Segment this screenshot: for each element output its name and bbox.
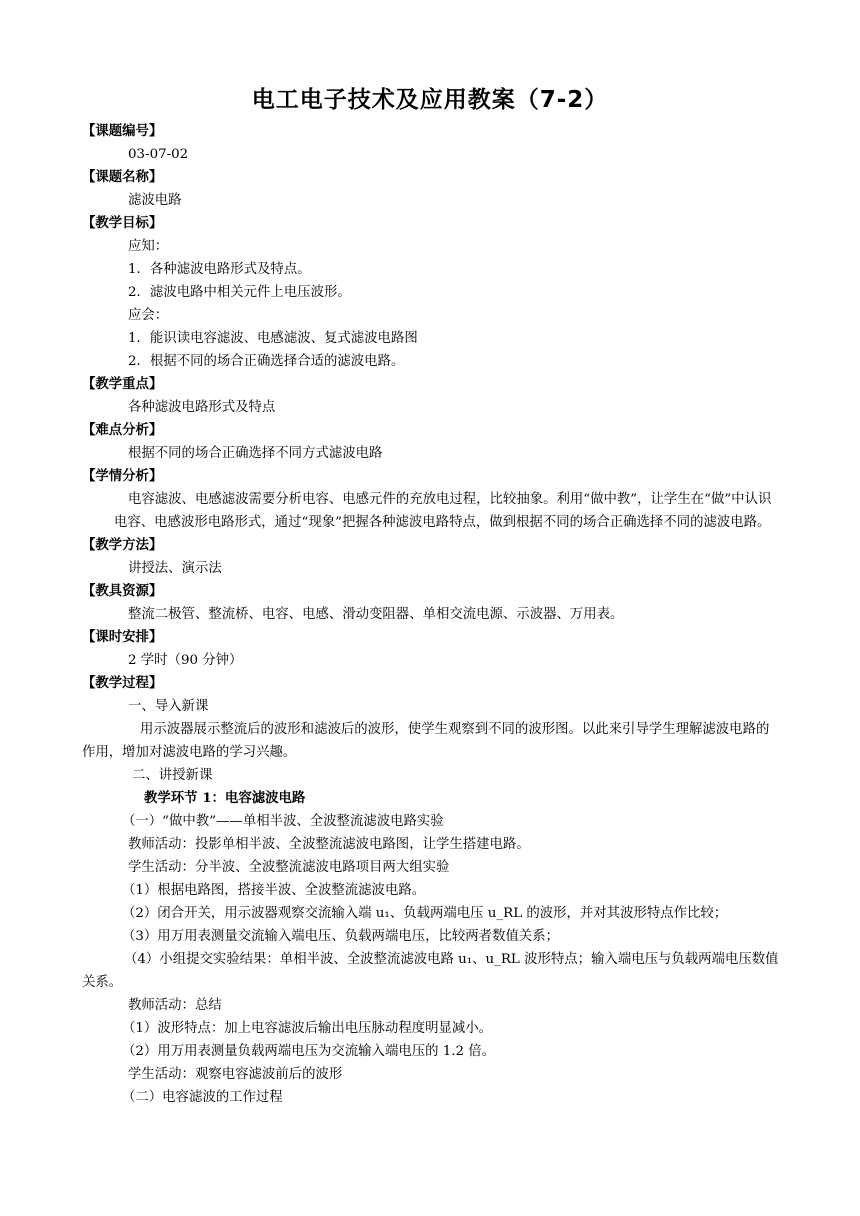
objectives-know-2: 2．滤波电路中相关元件上电压波形。 — [128, 285, 351, 300]
section-heading-key-points: 【教学重点】 — [82, 377, 163, 392]
process-intro-paragraph: 用示波器展示整流后的波形和滤波后的波形，使学生观察到不同的波形图。以此来引导学生理解滤波电路的作用，增加对滤波电路的学习兴趣。 — [82, 722, 770, 760]
key-points-value: 各种滤波电路形式及特点 — [128, 400, 276, 415]
section-heading-learner-analysis: 【学情分析】 — [82, 469, 163, 484]
topic-no-value: 03-07-02 — [128, 147, 189, 162]
process-item-4: （4）小组提交实验结果：单相半波、全波整流滤波电路 u₁、u_RL 波形特点；输入端电压与负载两端电压数值关系。 — [82, 952, 779, 990]
section-heading-resources: 【教具资源】 — [82, 584, 163, 599]
topic-name-value: 滤波电路 — [128, 193, 182, 208]
process-item-2: （2）闭合开关，用示波器观察交流输入端 u₁、负载两端电压 u_RL 的波形，并对其波形特点作比较； — [122, 906, 728, 921]
process-step1-title: 教学环节 1：电容滤波电路 — [144, 790, 306, 806]
process-student-activity-2: 学生活动：观察电容滤波前后的波形 — [128, 1067, 343, 1082]
objectives-can-2: 2．根据不同的场合正确选择合适的滤波电路。 — [128, 354, 405, 369]
section-heading-process: 【教学过程】 — [82, 676, 163, 691]
section-heading-methods: 【教学方法】 — [82, 538, 163, 553]
page-title: 电工电子技术及应用教案（7-2） — [251, 87, 609, 113]
process-intro-title: 一、导入新课 — [128, 699, 209, 714]
process-summary-1: （1）波形特点：加上电容滤波后输出电压脉动程度明显减小。 — [122, 1021, 493, 1036]
section-heading-schedule: 【课时安排】 — [82, 630, 163, 645]
resources-value: 整流二极管、整流桥、电容、电感、滑动变阻器、单相交流电源、示波器、万用表。 — [128, 607, 624, 622]
process-step1-sub2: （二）电容滤波的工作过程 — [122, 1090, 283, 1105]
difficulties-value: 根据不同的场合正确选择不同方式滤波电路 — [128, 446, 383, 461]
process-summary-2: （2）用万用表测量负载两端电压为交流输入端电压的 1.2 倍。 — [122, 1044, 496, 1059]
objectives-know-1: 1．各种滤波电路形式及特点。 — [128, 262, 311, 277]
objectives-can-1: 1．能识读电容滤波、电感滤波、复式滤波电路图 — [128, 331, 418, 346]
process-new-title: 二、讲授新课 — [132, 768, 213, 783]
schedule-value: 2 学时（90 分钟） — [128, 653, 243, 668]
process-item-1: （1）根据电路图，搭接半波、全波整流滤波电路。 — [122, 883, 426, 898]
document-body — [82, 120, 782, 1109]
objectives-can-label: 应会： — [128, 308, 169, 323]
methods-value: 讲授法、演示法 — [128, 561, 222, 576]
section-heading-topic-no: 【课题编号】 — [82, 124, 163, 139]
process-item-3: （3）用万用表测量交流输入端电压、负载两端电压，比较两者数值关系； — [122, 929, 560, 944]
process-student-activity-1: 学生活动：分半波、全波整流滤波电路项目两大组实验 — [128, 860, 450, 875]
section-heading-difficulties: 【难点分析】 — [82, 423, 163, 438]
section-heading-topic-name: 【课题名称】 — [82, 170, 163, 185]
process-step1-sub1: （一）“做中教”——单相半波、全波整流滤波电路实验 — [122, 814, 444, 829]
section-heading-objectives: 【教学目标】 — [82, 216, 163, 231]
learner-analysis-paragraph: 电容滤波、电感滤波需要分析电容、电感元件的充放电过程，比较抽象。利用“做中教”，让学生在“做”中认识电容、电感波形电路形式，通过“现象”把握各种滤波电路特点，做到根据不同的场合正确选择不同的滤波电路。 — [114, 492, 772, 530]
objectives-know-label: 应知： — [128, 239, 169, 254]
process-teacher-activity-2: 教师活动：总结 — [128, 998, 222, 1013]
process-teacher-activity-1: 教师活动：投影单相半波、全波整流滤波电路图，让学生搭建电路。 — [128, 837, 530, 852]
